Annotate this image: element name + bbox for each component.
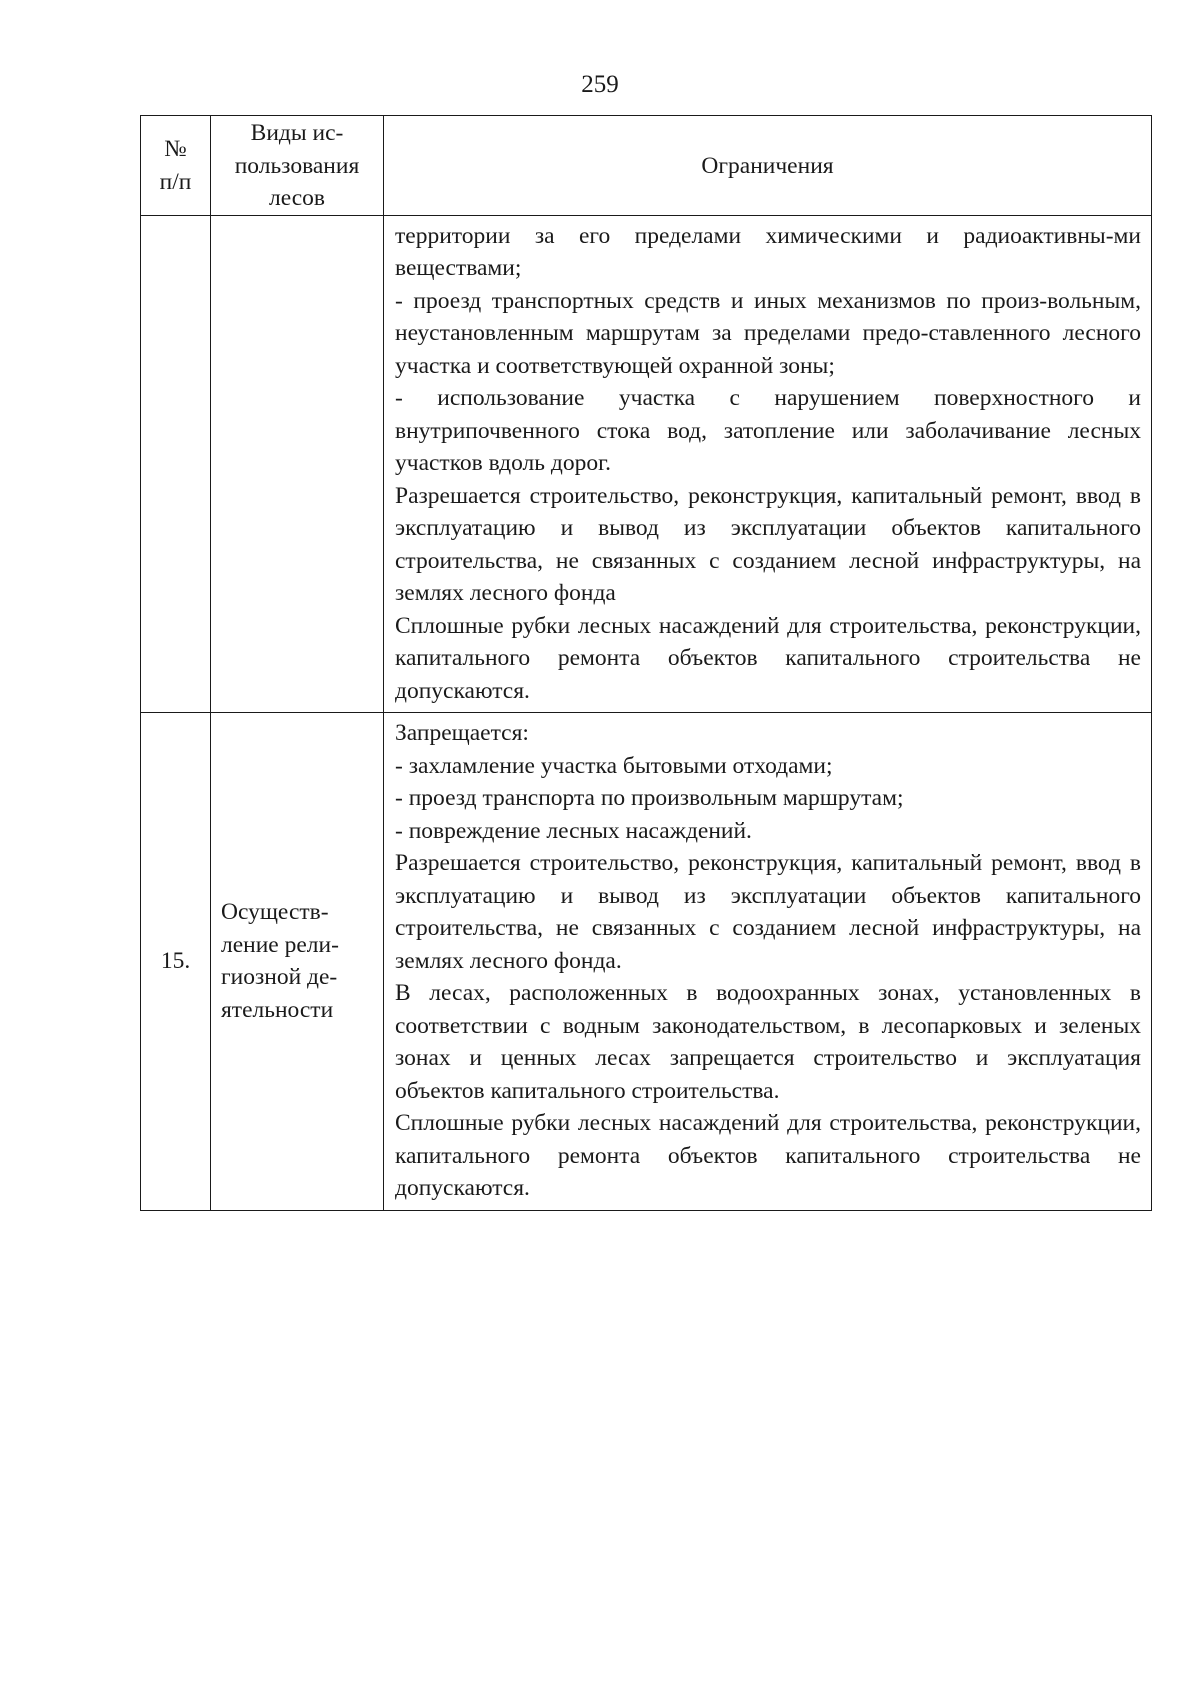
row-number-cell: 15. [141,713,211,1211]
restriction-paragraph: - захламление участка бытовыми отходами; [395,752,833,779]
header-num-line: № [164,136,187,163]
table-row [141,713,1152,1211]
restriction-paragraph: - повреждение лесных насаждений. [395,817,752,844]
forest-use-kind-line: ятельности [221,996,334,1023]
page-number: 259 [581,71,619,98]
header-kind-line: Виды ис- [250,120,344,146]
restriction-paragraph: В лесах, расположенных в водоохранных зонах, установленных в соответствии с водным законодательством, в лесопарковых и зеленых зонах и ценных лесах запрещается строительство и эксплуатация объектов капитального строительства. [395,980,1141,1104]
restrictions-cell [384,215,1152,713]
restrictions-cell [384,713,1152,1211]
restriction-paragraph: территории за его пределами химическими и радиоактивны-ми веществами; [395,222,1141,281]
table-row [141,215,1152,713]
restriction-paragraph: Сплошные рубки лесных насаждений для строительства, реконструкции, капитального ремонта объектов капитального строительства не допускаются. [395,1110,1141,1201]
restrictions-table [140,115,1152,1211]
header-num-line: п/п [159,168,192,195]
header-restrictions: Ограничения [384,116,1152,216]
restriction-paragraph: - проезд транспортных средств и иных механизмов по произ-вольным, неустановленным маршрутам за пределами предо-ставленного лесного участка и соответствующей охранной зоны; [395,287,1141,379]
restriction-paragraph: Разрешается строительство, реконструкция, капитальный ремонт, ввод в эксплуатацию и вывод из эксплуатации объектов капитального строительства, не связанных с созданием лесной инфраструктуры, на землях лесного фонда [395,482,1141,606]
forest-use-kind-cell [211,713,384,1211]
restriction-paragraph: - проезд транспорта по произвольным маршрутам; [395,785,904,811]
forest-use-kind-line: ление рели- [221,931,339,958]
restriction-paragraph: Разрешается строительство, реконструкция, капитальный ремонт, ввод в эксплуатацию и вывод из эксплуатации объектов капитального строительства, не связанных с созданием лесной инфраструктуры, на землях лесного фонда. [395,850,1141,974]
header-kind-line: лесов [268,185,326,211]
forest-use-kind-cell [211,215,384,713]
table-header-row [141,116,1152,216]
forest-use-kind-line: гиозной де- [221,964,338,991]
restriction-paragraph: Запрещается: [395,720,529,746]
forest-use-kind-line: Осуществ- [221,899,329,926]
restriction-paragraph: Сплошные рубки лесных насаждений для строительства, реконструкции, капитального ремонта объектов капитального строительства не допускаются. [395,612,1141,704]
header-num [141,116,211,216]
row-number-cell [141,215,211,713]
header-kind-line: пользования [234,152,360,179]
header-kind [211,116,384,216]
restriction-paragraph: - использование участка с нарушением поверхностного и внутрипочвенного стока вод, затопление или заболачивание лесных участков вдоль дорог. [395,385,1141,476]
